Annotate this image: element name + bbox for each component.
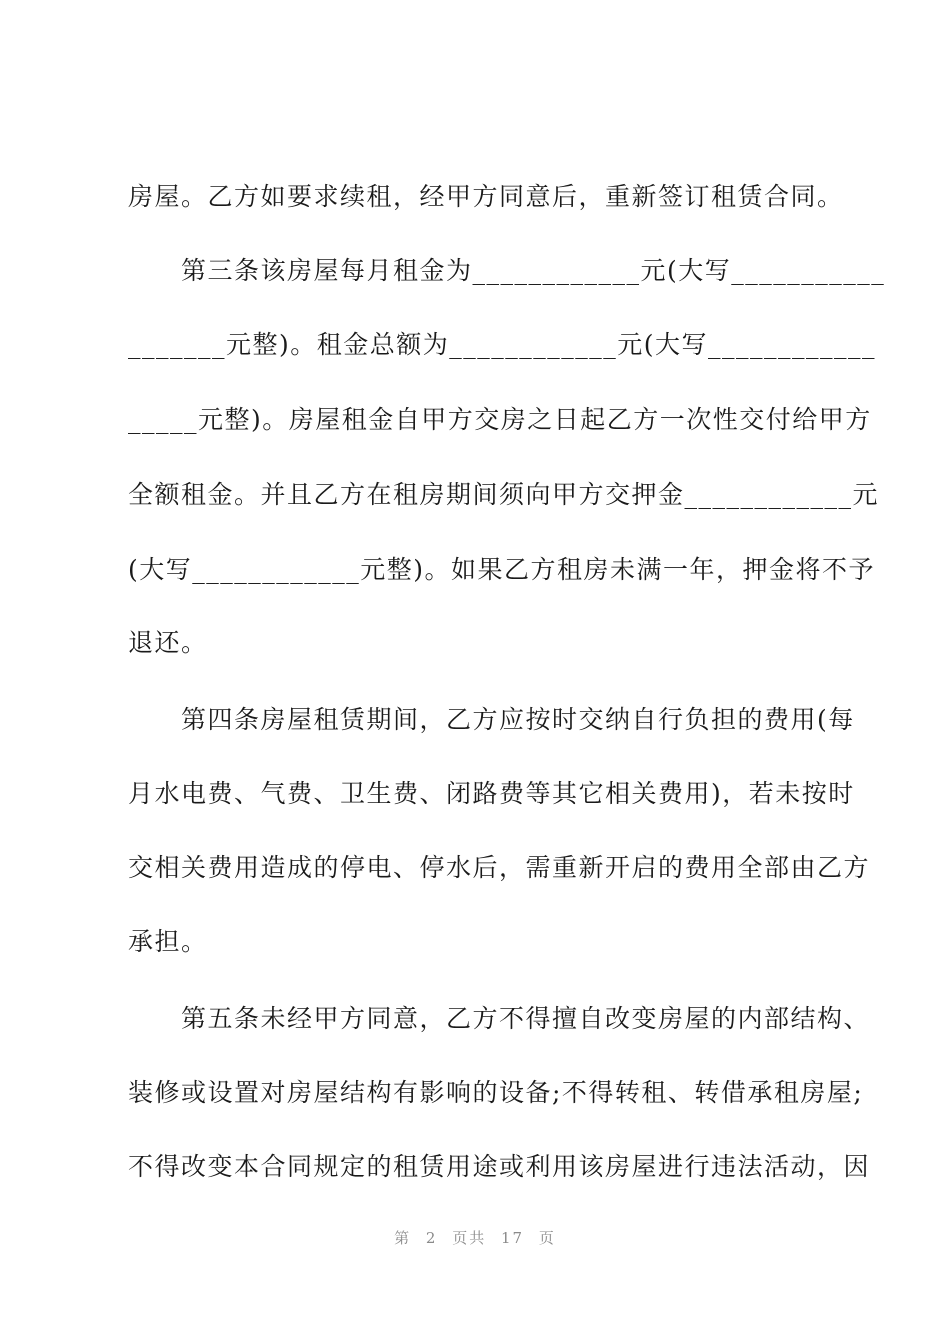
text-line: 交相关费用造成的停电、停水后，需重新开启的费用全部由乙方 bbox=[128, 853, 871, 882]
footer-label-end: 页 bbox=[538, 1229, 556, 1247]
text-line: 不得改变本合同规定的租赁用途或利用该房屋进行违法活动，因 bbox=[128, 1152, 871, 1181]
text-line: (大写____________元整)。如果乙方租房未满一年，押金将不予 bbox=[128, 555, 876, 584]
text-line: 房屋。乙方如要求续租，经甲方同意后，重新签订租赁合同。 bbox=[128, 182, 844, 211]
text-line: _______元整)。租金总额为____________元(大写____________ bbox=[128, 330, 877, 359]
footer-current-page: 2 bbox=[425, 1229, 438, 1247]
text-line: 退还。 bbox=[128, 628, 208, 657]
text-line: 第三条该房屋每月租金为____________元(大写___________ bbox=[128, 256, 886, 285]
footer-total-pages: 17 bbox=[501, 1229, 525, 1247]
text-line: 月水电费、气费、卫生费、闭路费等其它相关费用)，若未按时 bbox=[128, 779, 855, 808]
text-line: 装修或设置对房屋结构有影响的设备;不得转租、转借承租房屋; bbox=[128, 1078, 864, 1107]
footer-label-of: 页共 bbox=[452, 1229, 487, 1247]
text-line: _____元整)。房屋租金自甲方交房之日起乙方一次性交付给甲方 bbox=[128, 405, 872, 434]
text-line: 全额租金。并且乙方在租房期间须向甲方交押金____________元 bbox=[128, 480, 880, 509]
footer-label-page: 第 bbox=[394, 1229, 412, 1247]
text-line: 第四条房屋租赁期间，乙方应按时交纳自行负担的费用(每 bbox=[128, 705, 855, 734]
page-footer bbox=[0, 1228, 950, 1248]
text-line: 承担。 bbox=[128, 927, 208, 956]
text-line: 第五条未经甲方同意，乙方不得擅自改变房屋的内部结构、 bbox=[128, 1004, 871, 1033]
